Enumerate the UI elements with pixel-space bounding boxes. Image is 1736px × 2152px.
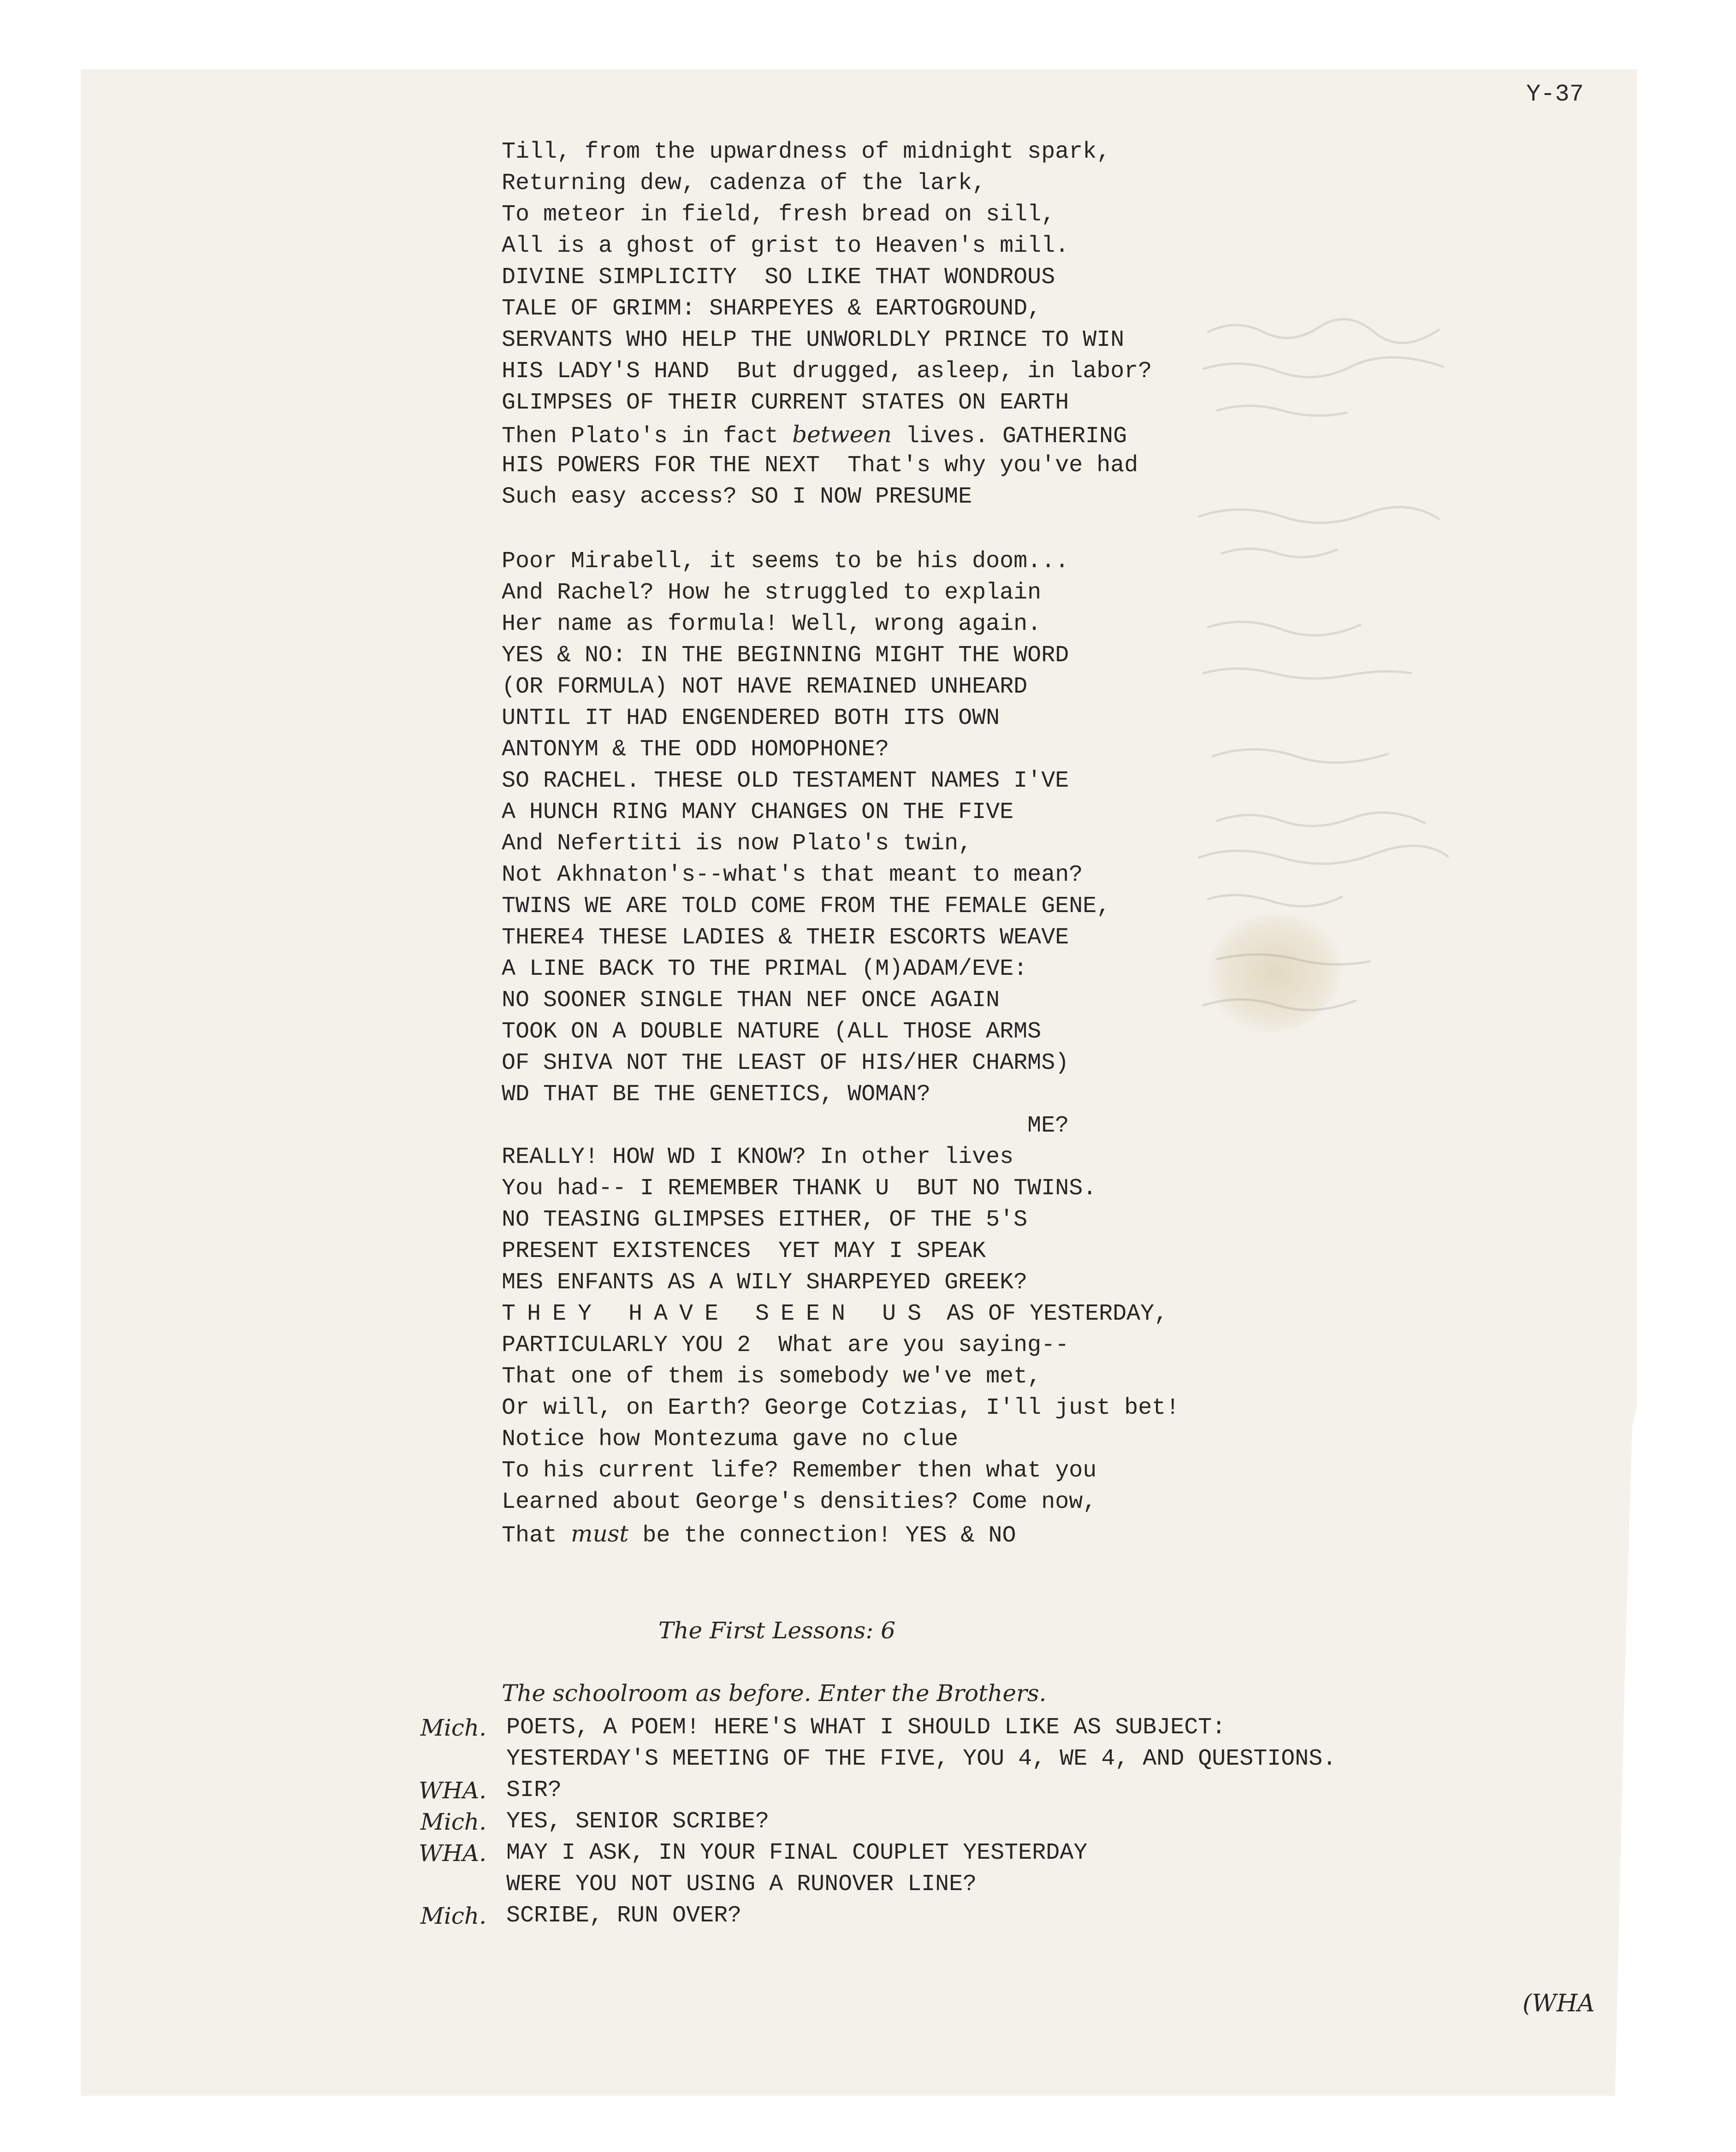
dialogue-line: SIR? — [506, 1777, 562, 1803]
page-number: Y-37 — [1526, 81, 1584, 108]
poem-line: To meteor in field, fresh bread on sill, — [502, 202, 1055, 228]
poem-line: WD THAT BE THE GENETICS, WOMAN? — [502, 1081, 931, 1108]
poem-line: ME? — [502, 1113, 1069, 1139]
connection-line-after: be the connection! YES & NO — [628, 1523, 1016, 1549]
poem-line: HIS LADY'S HAND But drugged, asleep, in labor? — [502, 358, 1152, 385]
poem-line: REALLY! HOW WD I KNOW? In other lives — [502, 1144, 1014, 1170]
poem-line: And Nefertiti is now Plato's twin, — [502, 830, 972, 857]
poem-line: Returning dew, cadenza of the lark, — [502, 170, 986, 196]
poem-line-plato — [502, 421, 1127, 451]
spaced-line-rest: AS OF YESTERDAY, — [933, 1301, 1168, 1327]
speaker-label: Mich. — [420, 1808, 486, 1835]
poem-line: A HUNCH RING MANY CHANGES ON THE FIVE — [502, 799, 1014, 825]
speaker-label: Mich. — [420, 1714, 486, 1741]
plato-line-before: Then Plato's in fact — [502, 423, 793, 450]
dialogue-line: POETS, A POEM! HERE'S WHAT I SHOULD LIKE AS SUBJECT: — [506, 1714, 1226, 1741]
poem-line: UNTIL IT HAD ENGENDERED BOTH ITS OWN — [502, 705, 1000, 731]
poem-line: ANTONYM & THE ODD HOMOPHONE? — [502, 736, 889, 763]
poem-line: You had-- I REMEMBER THANK U BUT NO TWINS. — [502, 1175, 1097, 1202]
dialogue-line: SCRIBE, RUN OVER? — [506, 1903, 742, 1929]
poem-line: NO SOONER SINGLE THAN NEF ONCE AGAIN — [502, 987, 1000, 1014]
dialogue-line: WERE YOU NOT USING A RUNOVER LINE? — [506, 1871, 977, 1897]
poem-line: SERVANTS WHO HELP THE UNWORLDLY PRINCE TO WIN — [502, 327, 1125, 353]
poem-line: (OR FORMULA) NOT HAVE REMAINED UNHEARD — [502, 674, 1028, 700]
connection-line-emphasis: must — [571, 1520, 629, 1547]
stage-direction: The schoolroom as before. Enter the Brothers. — [502, 1680, 1047, 1707]
spaced-letters: THEY HAVE SEEN US — [502, 1301, 933, 1327]
poem-line: Learned about George's densities? Come now, — [502, 1489, 1097, 1515]
dialogue-line: MAY I ASK, IN YOUR FINAL COUPLET YESTERDAY — [506, 1840, 1088, 1866]
poem-line: NO TEASING GLIMPSES EITHER, OF THE 5'S — [502, 1207, 1028, 1233]
poem-line: Poor Mirabell, it seems to be his doom... — [502, 548, 1069, 575]
section-heading: The First Lessons: 6 — [658, 1617, 895, 1644]
poem-line: Or will, on Earth? George Cotzias, I'll just bet! — [502, 1395, 1180, 1421]
speaker-label: WHA. — [419, 1840, 486, 1867]
dialogue-line: YES, SENIOR SCRIBE? — [506, 1808, 770, 1835]
poem-line: DIVINE SIMPLICITY SO LIKE THAT WONDROUS — [502, 264, 1055, 290]
poem-line: HIS POWERS FOR THE NEXT That's why you've had — [502, 452, 1138, 479]
catchword: (WHA — [1523, 1990, 1595, 2017]
poem-line: A LINE BACK TO THE PRIMAL (M)ADAM/EVE: — [502, 956, 1028, 982]
poem-line: MES ENFANTS AS A WILY SHARPEYED GREEK? — [502, 1269, 1028, 1296]
poem-line: SO RACHEL. THESE OLD TESTAMENT NAMES I'VE — [502, 768, 1069, 794]
poem-line: TWINS WE ARE TOLD COME FROM THE FEMALE GENE, — [502, 893, 1111, 919]
poem-line: Not Akhnaton's--what's that meant to mean? — [502, 862, 1083, 888]
poem-line-spaced — [502, 1300, 1168, 1328]
poem-line: And Rachel? How he struggled to explain — [502, 580, 1042, 606]
poem-line: PARTICULARLY YOU 2 What are you saying-- — [502, 1332, 1069, 1358]
poem-line: YES & NO: IN THE BEGINNING MIGHT THE WORD — [502, 642, 1069, 669]
bleed-through-handwriting — [1190, 304, 1605, 1088]
poem-line-connection — [502, 1520, 1016, 1550]
speaker-label: WHA. — [419, 1777, 486, 1804]
poem-line: All is a ghost of grist to Heaven's mill. — [502, 233, 1069, 259]
poem-line: Notice how Montezuma gave no clue — [502, 1426, 959, 1452]
connection-line-before: That — [502, 1523, 571, 1549]
poem-line: TALE OF GRIMM: SHARPEYES & EARTOGROUND, — [502, 296, 1042, 322]
poem-line: THERE4 THESE LADIES & THEIR ESCORTS WEAVE — [502, 925, 1069, 951]
poem-line: Such easy access? SO I NOW PRESUME — [502, 484, 972, 510]
poem-line: Till, from the upwardness of midnight spark, — [502, 139, 1111, 165]
poem-line: TOOK ON A DOUBLE NATURE (ALL THOSE ARMS — [502, 1019, 1042, 1045]
plato-line-emphasis: between — [792, 421, 892, 448]
poem-line: That one of them is somebody we've met, — [502, 1364, 1042, 1390]
dialogue-line: YESTERDAY'S MEETING OF THE FIVE, YOU 4, WE 4, AND QUESTIONS. — [506, 1746, 1337, 1772]
plato-line-after: lives. GATHERING — [891, 423, 1127, 450]
poem-line: Her name as formula! Well, wrong again. — [502, 611, 1042, 637]
poem-line: GLIMPSES OF THEIR CURRENT STATES ON EARTH — [502, 390, 1069, 416]
poem-line: OF SHIVA NOT THE LEAST OF HIS/HER CHARMS) — [502, 1050, 1069, 1076]
speaker-label: Mich. — [420, 1903, 486, 1929]
poem-line: To his current life? Remember then what you — [502, 1458, 1097, 1484]
poem-line: PRESENT EXISTENCES YET MAY I SPEAK — [502, 1238, 986, 1264]
